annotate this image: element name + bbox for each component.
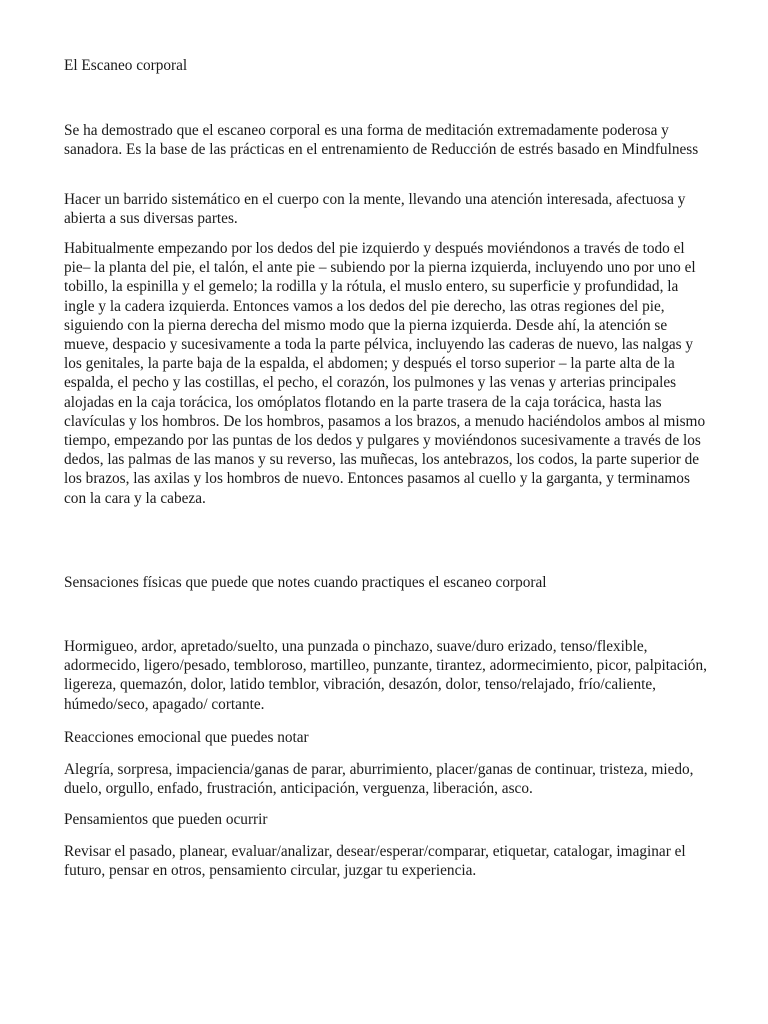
sensations-paragraph: Hormigueo, ardor, apretado/suelto, una punzada o pinchazo, suave/duro erizado, tenso/flexible, adormecido, ligero/pesado, tembloroso, martilleo, punzante, tirantez, adormecimiento, picor, palpitación, ligereza, quemazón, dolor, latido temblor, vibración, desazón, dolor, tenso/relajado, frío/caliente, húmedo/seco, apagado/ cortante. [64, 638, 707, 713]
intro-paragraph: Se ha demostrado que el escaneo corporal es una forma de meditación extremadamente poderosa y sanadora. Es la base de las prácticas en el entrenamiento de Reducción de estrés basado en Mindfulness [64, 122, 699, 159]
emotions-heading: Reacciones emocional que puedes notar [64, 729, 309, 746]
definition-paragraph: Hacer un barrido sistemático en el cuerpo con la mente, llevando una atención interesada, afectuosa y abierta a sus diversas partes. [64, 191, 686, 228]
emotions-paragraph: Alegría, sorpresa, impaciencia/ganas de parar, aburrimiento, placer/ganas de continuar, tristeza, miedo, duelo, orgullo, enfado, frustración, anticipación, verguenza, liberación, asco. [64, 761, 694, 798]
thoughts-paragraph: Revisar el pasado, planear, evaluar/analizar, desear/esperar/comparar, etiquetar, catalogar, imaginar el futuro, pensar en otros, pensamiento circular, juzgar tu experiencia. [64, 843, 686, 880]
document-title: El Escaneo corporal [64, 57, 188, 74]
procedure-paragraph: Habitualmente empezando por los dedos del pie izquierdo y después moviéndonos a través de todo el pie– la planta del pie, el talón, el ante pie – subiendo por la pierna izquierda, incluyendo uno por uno el tobillo, la espinilla y el gemelo; la rodilla y la rótula, el muslo entero, su superficie y profundidad, la ingle y la cadera izquierda. Entonces vamos a los dedos del pie derecho, las otras regiones del pie, siguiendo con la pierna derecha del mismo modo que la pierna izquierda. Desde ahí, la atención se mueve, despacio y sucesivamente a toda la parte pélvica, incluyendo las caderas de nuevo, las nalgas y los genitales, la parte baja de la espalda, el abdomen; y después el torso superior – la parte alta de la espalda, el pecho y las costillas, el pecho, el corazón, los pulmones y las venas y arterias principales alojadas en la caja torácica, los omóplatos flotando en la parte trasera de la caja torácica, hasta las clavículas y los hombros. De los hombros, pasamos a los brazos, a menudo haciéndolos ambos al mismo tiempo, empezando por las puntas de los dedos y pulgares y moviéndonos sucesivamente a través de los dedos, las palmas de las manos y su reverso, las muñecas, los antebrazos, los codos, la parte superior de los brazos, las axilas y los hombros de nuevo. Entonces pasamos al cuello y la garganta, y terminamos con la cara y la cabeza. [64, 240, 706, 507]
thoughts-heading: Pensamientos que pueden ocurrir [64, 811, 268, 828]
sensations-heading: Sensaciones físicas que puede que notes cuando practiques el escaneo corporal [64, 574, 547, 591]
